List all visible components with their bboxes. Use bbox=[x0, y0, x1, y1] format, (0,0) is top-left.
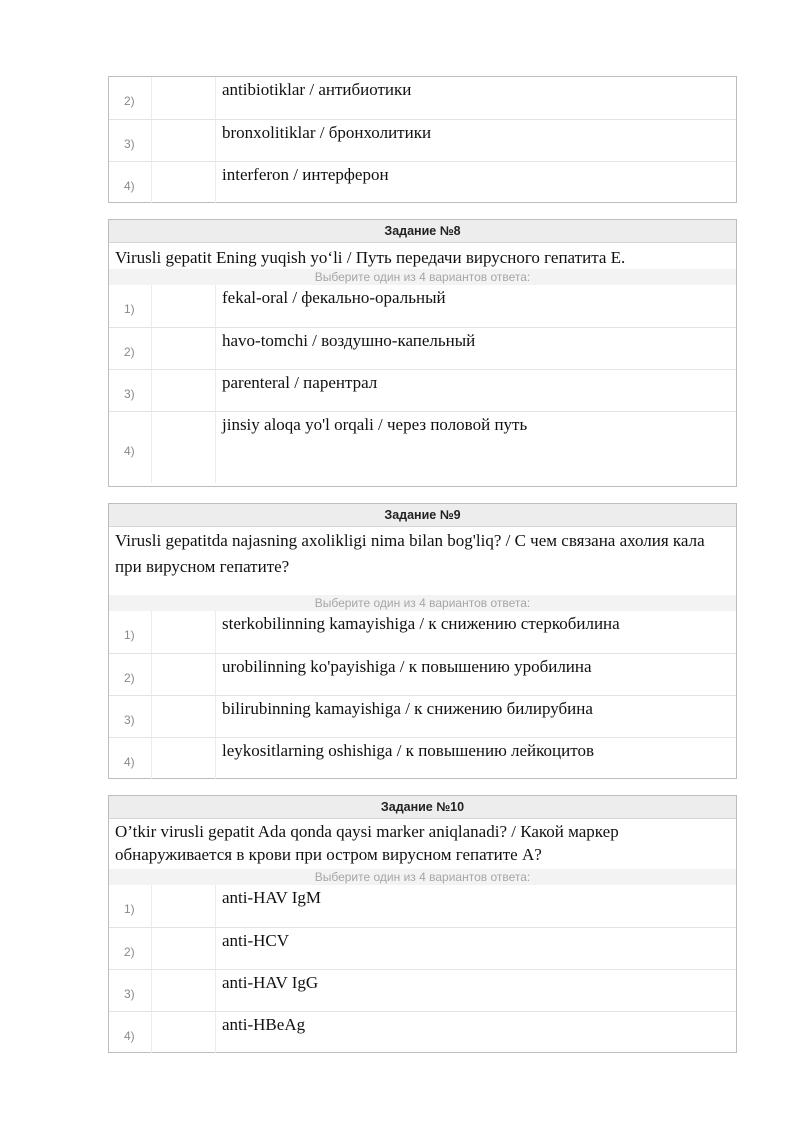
option-text: havo-tomchi / воздушно-капельный bbox=[222, 331, 476, 350]
option-text: bronxolitiklar / бронхолитики bbox=[222, 123, 432, 142]
answer-option-4[interactable] bbox=[109, 737, 736, 779]
option-number: 3) bbox=[124, 986, 135, 1001]
option-text: bilirubinning kamayishiga / к снижению билирубина bbox=[222, 699, 593, 718]
answer-option-3[interactable] bbox=[109, 369, 736, 411]
answer-option-3[interactable] bbox=[109, 969, 736, 1011]
answer-instruction: Выберите один из 4 вариантов ответа: bbox=[109, 595, 736, 611]
answer-option-1[interactable] bbox=[109, 611, 736, 653]
option-text: anti-HAV IgM bbox=[222, 888, 322, 907]
option-number: 4) bbox=[124, 443, 135, 458]
question-block-8 bbox=[108, 219, 737, 487]
option-text: parenteral / парентрал bbox=[222, 373, 378, 392]
answer-option-2[interactable] bbox=[109, 653, 736, 695]
option-number: 2) bbox=[124, 944, 135, 959]
option-text: fekal-oral / фекально-оральный bbox=[222, 288, 446, 307]
question-text: Virusli gepatitda najasning axolikligi nima bilan bog'liq? / С чем связана ахолия кала при вирусном гепатите? bbox=[115, 531, 705, 576]
option-number: 2) bbox=[124, 670, 135, 685]
question-block-9 bbox=[108, 503, 737, 779]
option-number: 2) bbox=[124, 344, 135, 359]
answer-instruction: Выберите один из 4 вариантов ответа: bbox=[109, 269, 736, 285]
option-number: 3) bbox=[124, 712, 135, 727]
option-text: anti-HAV IgG bbox=[222, 973, 319, 992]
answer-option-2[interactable] bbox=[109, 77, 736, 119]
answer-option-1[interactable] bbox=[109, 885, 736, 927]
option-number: 3) bbox=[124, 136, 135, 151]
option-number: 1) bbox=[124, 901, 135, 916]
question-header: Задание №10 bbox=[109, 796, 736, 819]
option-number: 2) bbox=[124, 93, 135, 108]
answer-option-3[interactable] bbox=[109, 695, 736, 737]
option-text: anti-HCV bbox=[222, 931, 290, 950]
option-text: jinsiy aloqa yo'l orqali / через половой путь bbox=[222, 415, 528, 434]
option-text: leykositlarning oshishiga / к повышению лейкоцитов bbox=[222, 741, 594, 760]
option-number: 4) bbox=[124, 1028, 135, 1043]
option-text: urobilinning ko'payishiga / к повышению уробилина bbox=[222, 657, 592, 676]
answer-option-4[interactable] bbox=[109, 1011, 736, 1053]
option-number: 4) bbox=[124, 178, 135, 193]
question-header: Задание №8 bbox=[109, 220, 736, 243]
option-number: 4) bbox=[124, 754, 135, 769]
option-number: 1) bbox=[124, 301, 135, 316]
option-text: anti-HBeAg bbox=[222, 1015, 306, 1034]
option-text: antibiotiklar / антибиотики bbox=[222, 80, 412, 99]
question-block-7-continued bbox=[108, 76, 737, 203]
question-block-10 bbox=[108, 795, 737, 1053]
answer-option-1[interactable] bbox=[109, 285, 736, 327]
answer-option-2[interactable] bbox=[109, 327, 736, 369]
option-text: sterkobilinning kamayishiga / к снижению стеркобилина bbox=[222, 614, 620, 633]
answer-option-4[interactable] bbox=[109, 161, 736, 203]
answer-option-4[interactable] bbox=[109, 411, 736, 483]
answer-option-2[interactable] bbox=[109, 927, 736, 969]
question-header: Задание №9 bbox=[109, 504, 736, 527]
option-number: 1) bbox=[124, 627, 135, 642]
option-number: 3) bbox=[124, 386, 135, 401]
question-text: Virusli gepatit Ening yuqish yo‘li / Путь передачи вирусного гепатита Е. bbox=[115, 248, 626, 267]
answer-instruction: Выберите один из 4 вариантов ответа: bbox=[109, 869, 736, 885]
option-text: interferon / интерферон bbox=[222, 165, 389, 184]
answer-option-3[interactable] bbox=[109, 119, 736, 161]
question-text: O’tkir virusli gepatit Ada qonda qaysi marker aniqlanadi? / Какой маркер обнаруживается в крови при остром вирусном гепатите А? bbox=[115, 822, 619, 864]
